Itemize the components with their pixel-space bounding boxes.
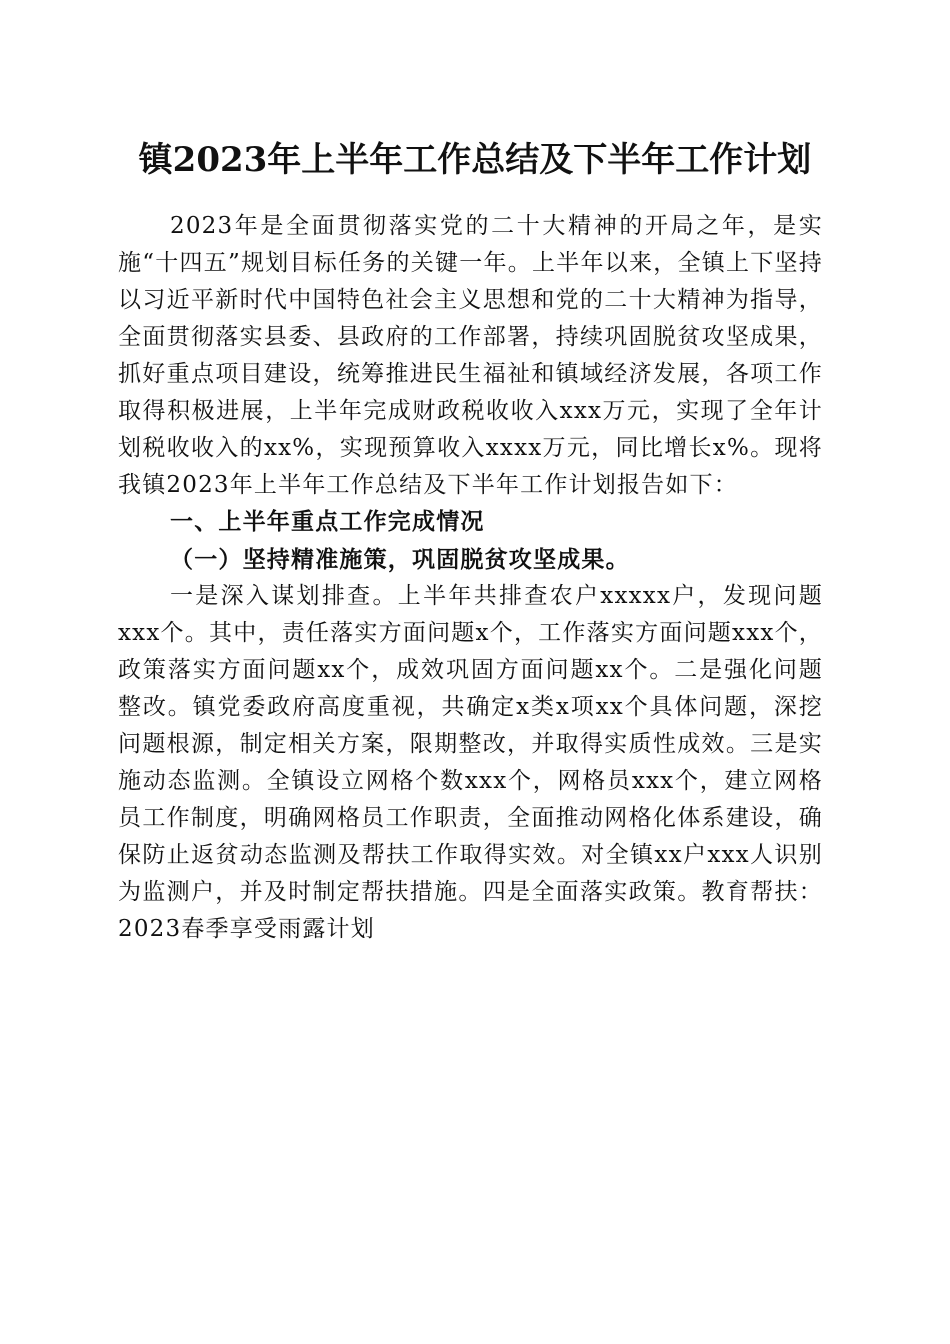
document-title: 镇2023年上半年工作总结及下半年工作计划	[138, 140, 812, 180]
intro-paragraph: 2023年是全面贯彻落实党的二十大精神的开局之年，是实施“十四五”规划目标任务的关键一年。上半年以来，全镇上下坚持以习近平新时代中国特色社会主义思想和党的二十大精神为指导，全面贯彻落实县委、县政府的工作部署，持续巩固脱贫攻坚成果，抓好重点项目建设，统筹推进民生福祉和镇域经济发展，各项工作取得积极进展，上半年完成财政税收收入xxx万元，实现了全年计划税收收入的xx%，实现预算收入xxxx万元，同比增长x%。现将我镇2023年上半年工作总结及下半年工作计划报告如下：	[118, 213, 823, 498]
document-body	[118, 208, 823, 948]
subsection-heading: （一）坚持精准施策，巩固脱贫攻坚成果。	[170, 546, 630, 573]
section-heading: 一、上半年重点工作完成情况	[170, 509, 485, 535]
body-paragraph: 一是深入谋划排查。上半年共排查农户xxxxx户，发现问题xxx个。其中，责任落实方面问题x个，工作落实方面问题xxx个，政策落实方面问题xx个，成效巩固方面问题xx个。二是强化问题整改。镇党委政府高度重视，共确定x类x项xx个具体问题，深挖问题根源，制定相关方案，限期整改，并取得实质性成效。三是实施动态监测。全镇设立网格个数xxx个，网格员xxx个，建立网格员工作制度，明确网格员工作职责，全面推动网格化体系建设，确保防止返贫动态监测及帮扶工作取得实效。对全镇xx户xxx人识别为监测户，并及时制定帮扶措施。四是全面落实政策。教育帮扶：2023春季享受雨露计划	[118, 583, 823, 942]
